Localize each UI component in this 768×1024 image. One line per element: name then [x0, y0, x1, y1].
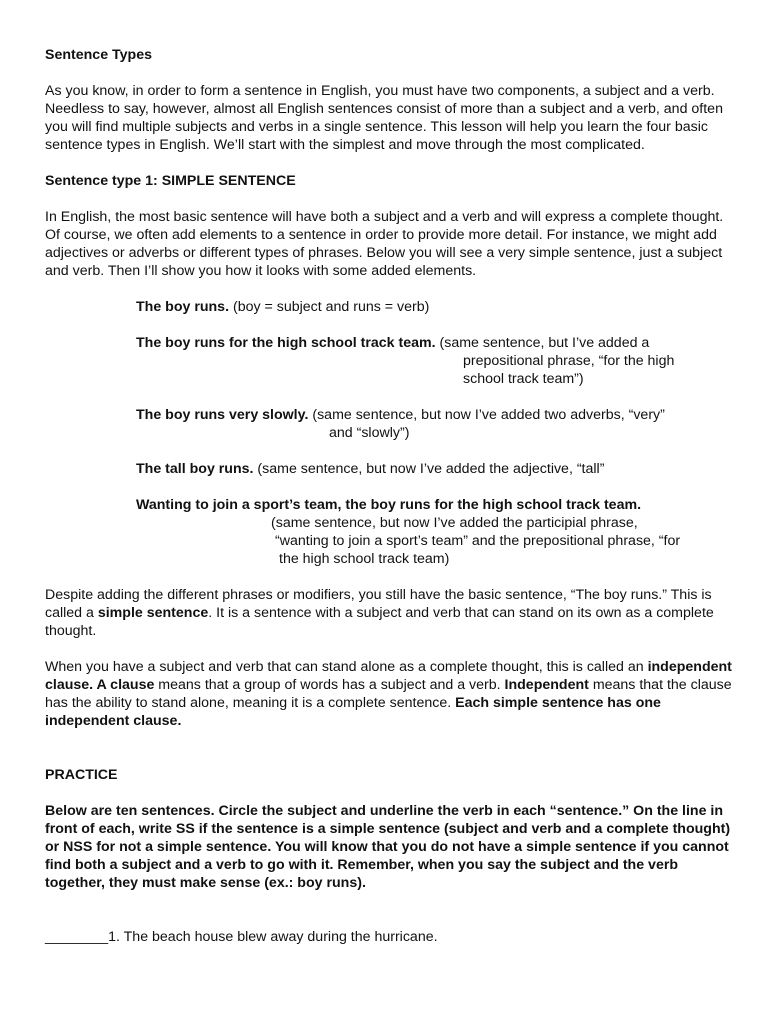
- example-5: [136, 496, 735, 568]
- example-note-line: (same sentence, but now I’ve added the participial phrase,: [271, 515, 638, 531]
- example-4: [136, 460, 735, 478]
- term-independent: Independent: [504, 677, 589, 693]
- example-sentence: The boy runs for the high school track team.: [136, 335, 436, 351]
- example-2: [136, 334, 735, 388]
- document-page: [45, 46, 735, 946]
- intro-paragraph: As you know, in order to form a sentence in English, you must have two components, a subject and a verb. Needless to say, however, almost all English sentences consist of more than a subject and a verb, and often you will find multiple subjects and verbs in a single sentence. This lesson will help you learn the four basic sentence types in English. We’ll start with the simplest and move through the most complicated.: [45, 83, 723, 153]
- practice-item-1: [45, 928, 735, 946]
- text-run: . It is a sentence with a subject and verb that can stand on its own as a complete thought.: [45, 605, 714, 639]
- practice-item-text: 1. The beach house blew away during the hurricane.: [108, 929, 438, 945]
- text-run: When you have a subject and verb that can stand alone as a complete thought, this is called an: [45, 659, 648, 675]
- example-sentence: The tall boy runs.: [136, 461, 254, 477]
- text-run: means that the clause has the ability to stand alone, meaning it is a complete sentence.: [45, 677, 732, 711]
- sentence-type-1-body: In English, the most basic sentence will have both a subject and a verb and will express a complete thought. Of course, we often add elements to a sentence in order to provide more detail. For instance, we might add adjectives or adverbs or different types of phrases. Below you will see a very simple sentence, just a subject and verb. Then I’ll show you how it looks with some added elements.: [45, 209, 724, 279]
- example-note-line: (same sentence, but I’ve added a: [439, 335, 650, 351]
- example-note: (boy = subject and runs = verb): [232, 299, 430, 315]
- spacer: [45, 748, 735, 766]
- example-sentence: The boy runs.: [136, 299, 230, 315]
- example-note-line: school track team”): [463, 371, 584, 387]
- practice-instructions: Below are ten sentences. Circle the subject and underline the verb in each “sentence.” On the line in front of each, write SS if the sentence is a simple sentence (subject and verb and a complete thought) or NSS for not a simple sentence. You will know that you do not have a simple sentence if you cannot find both a subject and a verb to go with it. Remember, when you say the subject and the verb together, they must make sense (ex.: boy runs).: [45, 803, 731, 891]
- example-note: (same sentence, but now I’ve added the adjective, “tall”: [257, 461, 605, 477]
- example-note-line: the high school track team): [279, 551, 450, 567]
- page-title: Sentence Types: [45, 47, 152, 63]
- simple-sentence-paragraph: [45, 586, 735, 640]
- text-run: Despite adding the different phrases or modifiers, you still have the basic sentence, “The boy runs.” This is called a: [45, 587, 712, 621]
- practice-heading: PRACTICE: [45, 767, 118, 783]
- key-point: Each simple sentence has one independent clause.: [45, 695, 661, 729]
- example-note-line: prepositional phrase, “for the high: [463, 353, 675, 369]
- example-note-line: “wanting to join a sport’s team” and the prepositional phrase, “for: [275, 533, 681, 549]
- example-1: [136, 298, 735, 316]
- text-run: means that a group of words has a subject and a verb.: [154, 677, 505, 693]
- answer-blank[interactable]: ________: [45, 929, 109, 945]
- term-simple-sentence: simple sentence: [97, 605, 209, 621]
- sentence-type-1-heading: Sentence type 1: SIMPLE SENTENCE: [45, 173, 296, 189]
- example-3: [136, 406, 735, 442]
- example-sentence: Wanting to join a sport’s team, the boy runs for the high school track team.: [136, 497, 642, 513]
- example-sentence: The boy runs very slowly.: [136, 407, 309, 423]
- example-note-line: and “slowly”): [329, 425, 410, 441]
- term-independent-clause: independent clause. A clause: [45, 659, 732, 693]
- example-note-line: (same sentence, but now I’ve added two adverbs, “very”: [312, 407, 665, 423]
- independent-clause-paragraph: [45, 658, 735, 730]
- example-note-block: [136, 514, 735, 568]
